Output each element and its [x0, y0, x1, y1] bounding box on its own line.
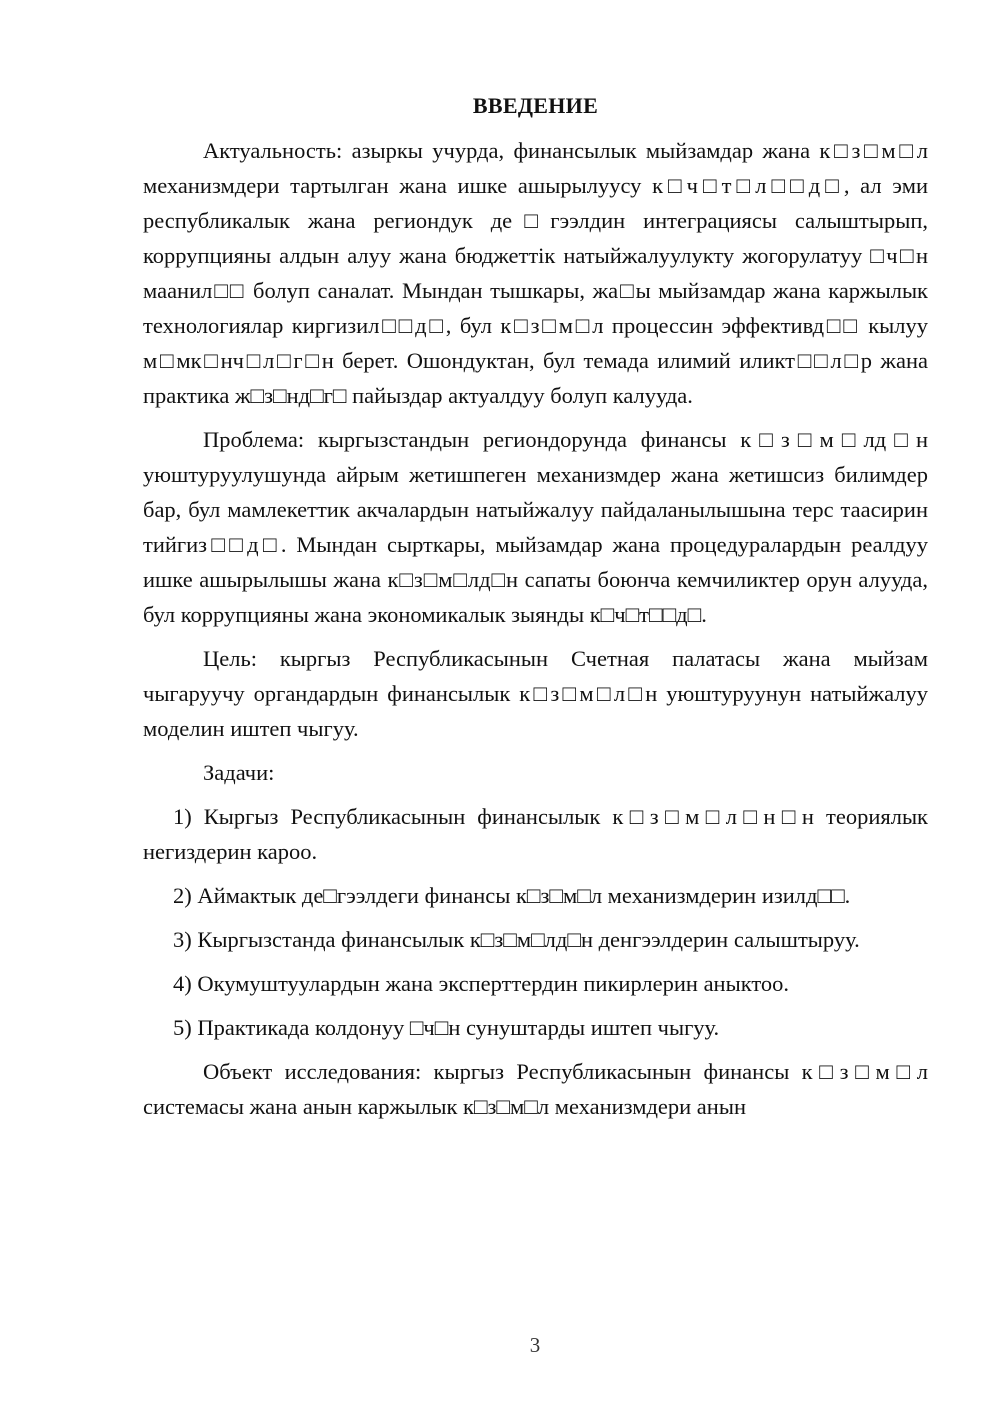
paragraph-relevance: Актуальность: азыркы учурда, финансылык мыйзамдар жана к□з□м□л механизмдери тартылган жана ишке ашырылуусу к□ч□т□л□□д□, ал эми республикалык жана региондук де□гээлдин интеграциясы салыштырып, коррупцияны алдын алуу жана бюджеттік натыйжалуулукту жогорулатуу □ч□н маанил□□ болуп саналат. Мындан тышкары, жа□ы мыйзамдар жана каржылык технологиялар киргизил□□д□, бул к□з□м□л процессин эффективд□□ кылуу м□мк□нч□л□г□н берет. Ошондуктан, бул темада илимий иликт□□л□р жана практика ж□з□нд□г□ пайыздар актуалдуу болуп калууда. — [143, 138, 928, 408]
task-item: 1) Кыргыз Республикасынын финансылык к□з□м□л□н□н теориялык негиздерин кароо. — [143, 804, 928, 864]
task-item: 5) Практикада колдонуу □ч□н сунуштарды иштеп чыгуу. — [173, 1015, 720, 1040]
page-title: ВВЕДЕНИЕ — [472, 93, 599, 118]
task-item: 3) Кыргызстанда финансылык к□з□м□лд□н денгээлдерин салыштыруу. — [173, 927, 860, 952]
task-item: 2) Аймактык де□гээлдеги финансы к□з□м□л механизмдерин изилд□□. — [173, 883, 851, 908]
page-content — [143, 88, 928, 1133]
task-item: 4) Окумуштуулардын жана эксперттердин пикирлерин аныктоо. — [173, 971, 790, 996]
paragraph-goal: Цель: кыргыз Республикасынын Счетная палатасы жана мыйзам чыгаруучу органдардын финансылык к□з□м□л□н уюштуруунун натыйжалуу моделин иштеп чыгуу. — [143, 646, 928, 741]
paragraph-tasks-heading: Задачи: — [203, 760, 275, 785]
paragraph-object: Объект исследования: кыргыз Республикасынын финансы к□з□м□л системасы жана анын каржылык к□з□м□л механизмдери анын — [143, 1059, 928, 1119]
page-number: 3 — [529, 1333, 541, 1357]
paragraph-problem: Проблема: кыргызстандын региондорунда финансы к□з□м□лд□н уюштуруулушунда айрым жетишпеген механизмдер жана жетишсиз билимдер бар, бул мамлекеттик акчалардын натыйжалуу пайдаланылышына терс таасирин тийгиз□□д□. Мындан сырткары, мыйзамдар жана процедуралардын реалдуу ишке ашырылышы жана к□з□м□лд□н сапаты боюнча кемчиликтер орун алууда, бул коррупцияны жана экономикалык зыянды к□ч□т□□д□. — [143, 427, 928, 627]
